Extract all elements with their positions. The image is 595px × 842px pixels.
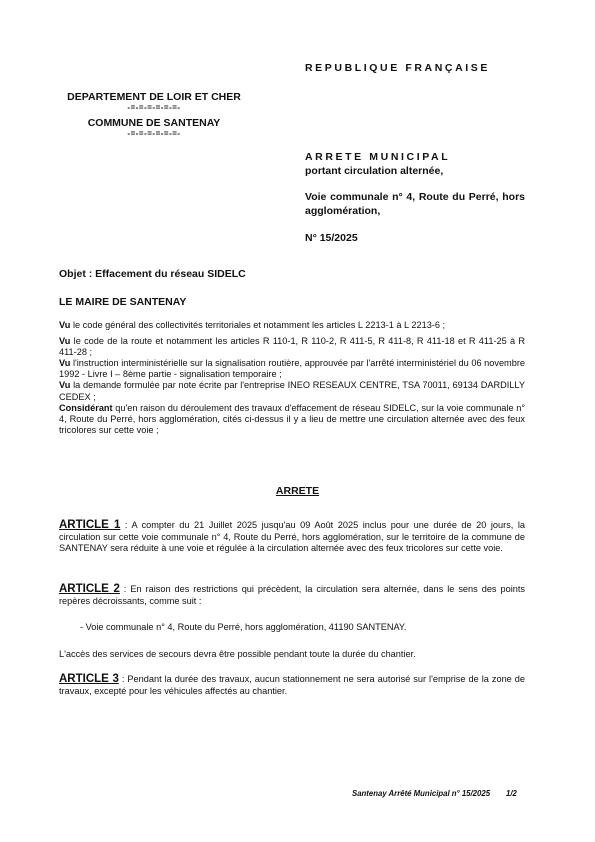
objet-line: Objet : Effacement du réseau SIDELC xyxy=(59,268,246,280)
maire-heading: LE MAIRE DE SANTENAY xyxy=(59,296,187,308)
footer-reference: Santenay Arrêté Municipal n° 15/2025 xyxy=(352,789,491,798)
article-2-item: - Voie communale n° 4, Route du Perré, hors agglomération, 41190 SANTENAY. xyxy=(80,622,407,632)
arrete-subtitle: portant circulation alternée, xyxy=(305,165,444,177)
consideration-item: Considérant qu'en raison du déroulement des travaux d'effacement de réseau SIDELC, sur la voie communale n° 4, Route du Perré, hors agglomération, cités ci-dessus il y a lieu de mettre une circulation alternée avec des feux tricolores sur cette voie ; xyxy=(59,402,525,435)
separator-1: -=-=-=-=-=-=- xyxy=(127,103,181,112)
article-3 xyxy=(59,674,525,697)
page-number: 1/2 xyxy=(506,789,517,798)
voie-description: Voie communale n° 4, Route du Perré, hors agglomération, xyxy=(305,191,525,217)
consideration-item: Vu le code de la route et notamment les articles R 110-1, R 110-2, R 411-5, R 411-8, R 411-18 et R 411-25 à R 411-28 ; xyxy=(59,336,525,358)
departement-label: DEPARTEMENT DE LOIR ET CHER xyxy=(67,91,241,103)
article-2-note: L'accès des services de secours devra être possible pendant toute la durée du chantier. xyxy=(59,649,416,659)
separator-2: -=-=-=-=-=-=- xyxy=(127,129,181,138)
republique-francaise: REPUBLIQUE FRANÇAISE xyxy=(305,62,491,74)
article-2 xyxy=(59,584,525,607)
article-2-label: ARTICLE 2 xyxy=(59,583,120,595)
article-1 xyxy=(59,520,525,555)
article-3-text: : Pendant la durée des travaux, aucun stationnement ne sera autorisé sur l'emprise de la zone de travaux, excepté pour les véhicules affectés au chantier. xyxy=(59,674,526,696)
arrete-municipal-title: ARRETE MUNICIPAL xyxy=(305,151,451,163)
article-1-label: ARTICLE 1 xyxy=(59,519,121,531)
article-1-text: : A compter du 21 Juillet 2025 jusqu'au 09 Août 2025 inclus pour une durée de 20 jours, la circulation sur cette voie communale n° 4, Route du Perré, hors agglomération, sur le territoire de la commune de SANTENAY sera réduite à une voie et régulée à la circulation alternée avec des feux tricolores sur cette voie. xyxy=(59,520,526,554)
arrete-number: N° 15/2025 xyxy=(305,232,358,244)
issuer-block xyxy=(40,91,268,143)
page-footer xyxy=(352,789,517,798)
article-3-label: ARTICLE 3 xyxy=(59,673,119,685)
consideration-item: Vu le code général des collectivités territoriales et notamment les articles L 2213-1 à L 2213-6 ; xyxy=(59,320,446,330)
consideration-item: Vu la demande formulée par note écrite par l'entreprise INEO RESEAUX CENTRE, TSA 70011, 69134 DARDILLY CEDEX ; xyxy=(59,380,525,402)
commune-label: COMMUNE DE SANTENAY xyxy=(87,117,221,129)
considerations-block xyxy=(59,320,525,436)
arrete-heading: ARRETE xyxy=(275,485,320,497)
article-2-text: : En raison des restrictions qui précèdent, la circulation sera alternée, dans le sens des points repères décroissants, comme suit : xyxy=(59,584,526,606)
consideration-item: Vu l'instruction interministérielle sur la signalisation routière, approuvée par l'arrêté interministériel du 06 novembre 1992 - Livre I – 8ème partie - signalisation temporaire ; xyxy=(59,358,525,380)
